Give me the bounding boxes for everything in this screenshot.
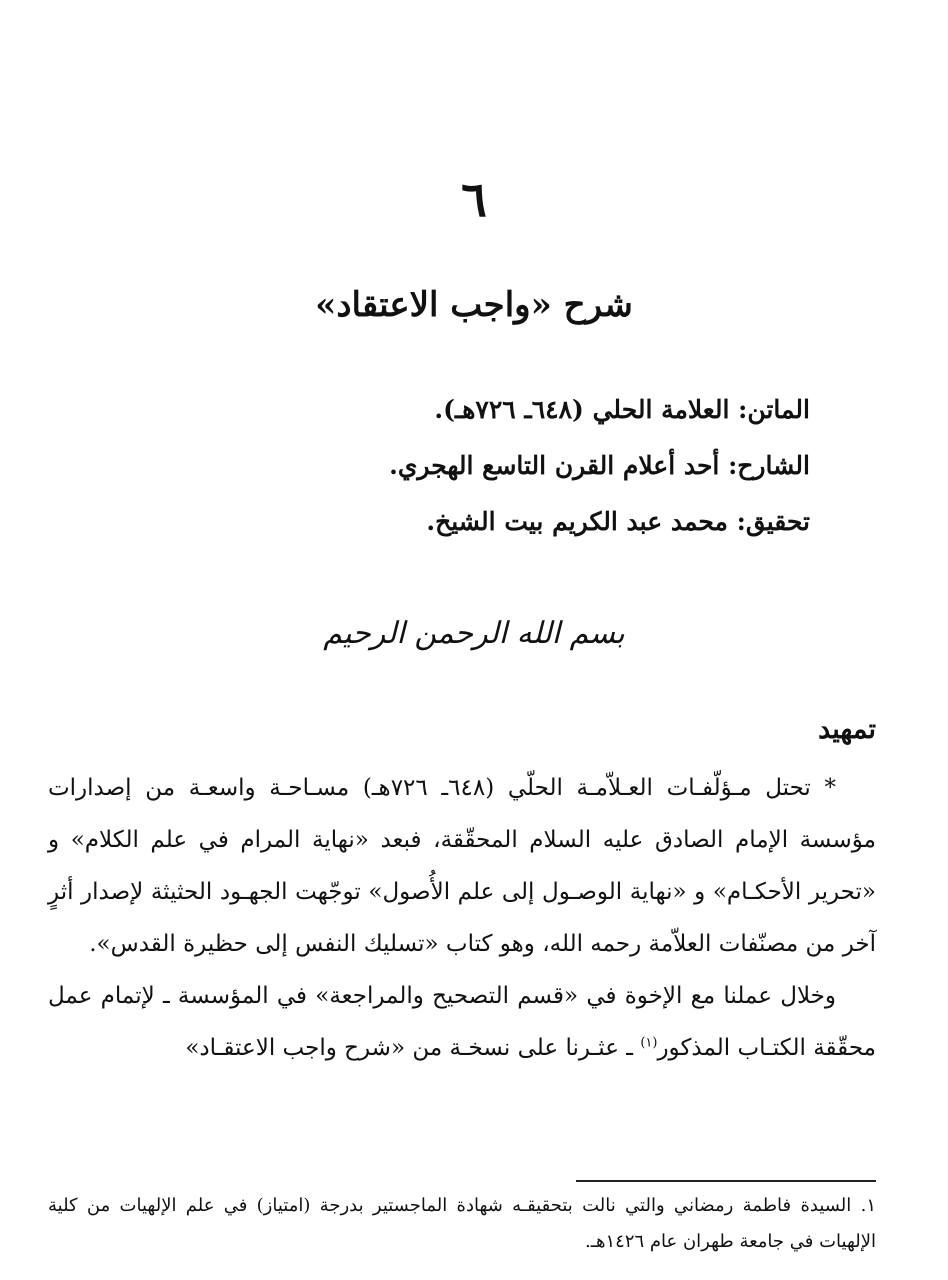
- chapter-metadata: [60, 382, 810, 550]
- paragraph: [48, 762, 876, 970]
- footnote-reference: (١): [640, 1035, 658, 1051]
- basmala: بسم الله الرحمن الرحيم: [323, 616, 625, 651]
- editor-line: تحقيق: محمد عبد الكريم بيت الشيخ.: [426, 507, 810, 536]
- paragraph-text: ـ عثـرنا على نسخـة من «شرح واجب الاعتقـاد»: [185, 1035, 641, 1061]
- chapter-title: شرح «واجب الاعتقاد»: [315, 285, 633, 325]
- footnote-divider: [576, 1180, 876, 1182]
- paragraph-text: * تحتل مـؤلّفـات العـلاّمـة الحلّي (٦٤٨ـ ٧٢٦هـ) مسـاحـة واسعـة من إصدارات مؤسسة الإمام الصادق عليه السلام المحقّقة، فبعد «نهاية المرام في علم الكلام» و «تحرير الأحكـام» و «نهاية الوصـول إلى علم الأُصول» توجّهت الجهـود الحثيثة لإصدار أثرٍ آخر من مصنّفات العلاّمة رحمه الله، وهو كتاب «تسليك النفس إلى حظيرة القدس».: [48, 775, 876, 957]
- commentator-line: الشارح: أحد أعلام القرن التاسع الهجري.: [389, 451, 810, 480]
- paragraph-text: وخلال عملنا مع الإخوة في «قسم التصحيح والمراجعة» في المؤسسة ـ لإتمام عمل محقّقة الكتـاب المذكور: [48, 983, 876, 1061]
- body-text: [48, 762, 876, 1074]
- section-heading: تمهيد: [818, 714, 876, 745]
- footnotes: [48, 1188, 876, 1260]
- chapter-number: ٦: [461, 172, 487, 228]
- author-line: الماتن: العلامة الحلي (٦٤٨ـ ٧٢٦هـ).: [434, 395, 810, 424]
- paragraph: [48, 970, 876, 1074]
- footnote: ١. السيدة فاطمة رمضاني والتي نالت بتحقيقـه شهادة الماجستير بدرجة (امتياز) في علم الإلهيات من كلية الإلهيات في جامعة طهران عام ١٤٢٦هـ.: [48, 1195, 876, 1252]
